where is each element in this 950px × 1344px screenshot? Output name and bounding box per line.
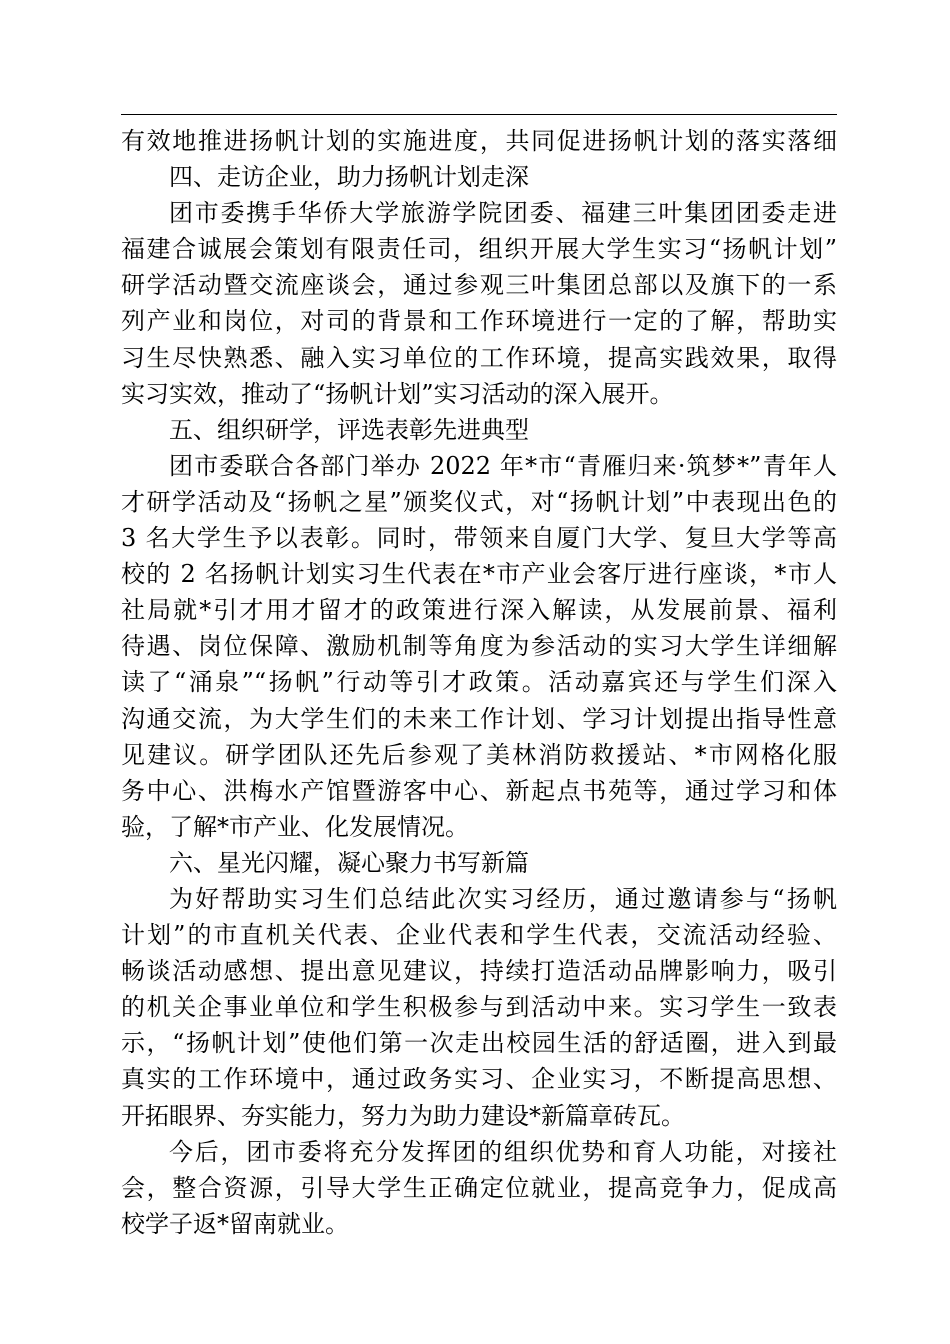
text-line: 读了“涌泉”“扬帆”行动等引才政策。活动嘉宾还与学生们深入 bbox=[121, 668, 837, 697]
text-line: 有效地推进扬帆计划的实施进度，共同促进扬帆计划的落实落细 bbox=[121, 127, 837, 155]
text-line: 校学子返*留南就业。 bbox=[121, 1209, 349, 1238]
heading-text: 四、走访企业，助力扬帆计划走深 bbox=[169, 163, 529, 192]
text-line: 示，“扬帆计划”使他们第一次走出校园生活的舒适圈，进入到最 bbox=[121, 1029, 837, 1058]
section-heading-6 bbox=[121, 845, 837, 881]
header-rule bbox=[121, 114, 837, 115]
text-line: 实习实效，推动了“扬帆计划”实习活动的深入展开。 bbox=[121, 379, 674, 408]
text-line: 开拓眼界、夯实能力，努力为助力建设*新篇章砖瓦。 bbox=[121, 1101, 685, 1130]
text-line: 待遇、岗位保障、激励机制等角度为参活动的实习大学生详细解 bbox=[121, 632, 837, 661]
paragraph-research-award bbox=[121, 448, 837, 845]
text-line: 为好帮助实习生们总结此次实习经历，通过邀请参与“扬帆 bbox=[169, 884, 837, 913]
text-line: 列产业和岗位，对司的背景和工作环境进行一定的了解，帮助实 bbox=[121, 307, 837, 336]
paragraph-future-plan bbox=[121, 1134, 837, 1242]
text-line: 团市委联合各部门举办 2022 年*市“青雁归来·筑梦*”青年人 bbox=[169, 451, 837, 480]
text-line: 团市委携手华侨大学旅游学院团委、福建三叶集团团委走进 bbox=[169, 199, 837, 228]
text-line: 3 名大学生予以表彰。同时，带领来自厦门大学、复旦大学等高 bbox=[121, 524, 837, 553]
text-line: 验，了解*市产业、化发展情况。 bbox=[121, 812, 469, 841]
text-line: 社局就*引才用才留才的政策进行深入解读，从发展前景、福利 bbox=[121, 596, 837, 625]
section-heading-4 bbox=[121, 159, 837, 195]
document-body bbox=[121, 123, 837, 1242]
heading-text: 五、组织研学，评选表彰先进典型 bbox=[169, 415, 529, 444]
paragraph-continuation bbox=[121, 123, 837, 159]
text-line: 才研学活动及“扬帆之星”颁奖仪式，对“扬帆计划”中表现出色的 bbox=[121, 487, 837, 516]
text-line: 计划”的市直机关代表、企业代表和学生代表，交流活动经验、 bbox=[121, 921, 837, 950]
text-line: 校的 2 名扬帆计划实习生代表在*市产业会客厅进行座谈，*市人 bbox=[121, 560, 837, 589]
text-line: 研学活动暨交流座谈会，通过参观三叶集团总部以及旗下的一系 bbox=[121, 271, 837, 300]
text-line: 福建合诚展会策划有限责任司，组织开展大学生实习“扬帆计划” bbox=[121, 235, 837, 264]
text-line: 沟通交流，为大学生们的未来工作计划、学习计划提出指导性意 bbox=[121, 704, 837, 733]
text-line: 见建议。研学团队还先后参观了美林消防救援站、*市网格化服 bbox=[121, 740, 837, 769]
text-line: 畅谈活动感想、提出意见建议，持续打造活动品牌影响力，吸引 bbox=[121, 957, 837, 986]
text-line: 今后，团市委将充分发挥团的组织优势和育人功能，对接社 bbox=[169, 1137, 837, 1166]
paragraph-visit-enterprise bbox=[121, 195, 837, 412]
text-line: 的机关企事业单位和学生积极参与到活动中来。实习学生一致表 bbox=[121, 993, 837, 1022]
paragraph-summary-exchange bbox=[121, 881, 837, 1134]
text-line: 习生尽快熟悉、融入实习单位的工作环境，提高实践效果，取得 bbox=[121, 343, 837, 372]
section-heading-5 bbox=[121, 412, 837, 448]
text-line: 真实的工作环境中，通过政务实习、企业实习，不断提高思想、 bbox=[121, 1065, 837, 1094]
text-line: 务中心、洪梅水产馆暨游客中心、新起点书苑等，通过学习和体 bbox=[121, 776, 837, 805]
text-line: 会，整合资源，引导大学生正确定位就业，提高竞争力，促成高 bbox=[121, 1173, 837, 1202]
heading-text: 六、星光闪耀，凝心聚力书写新篇 bbox=[169, 848, 529, 877]
